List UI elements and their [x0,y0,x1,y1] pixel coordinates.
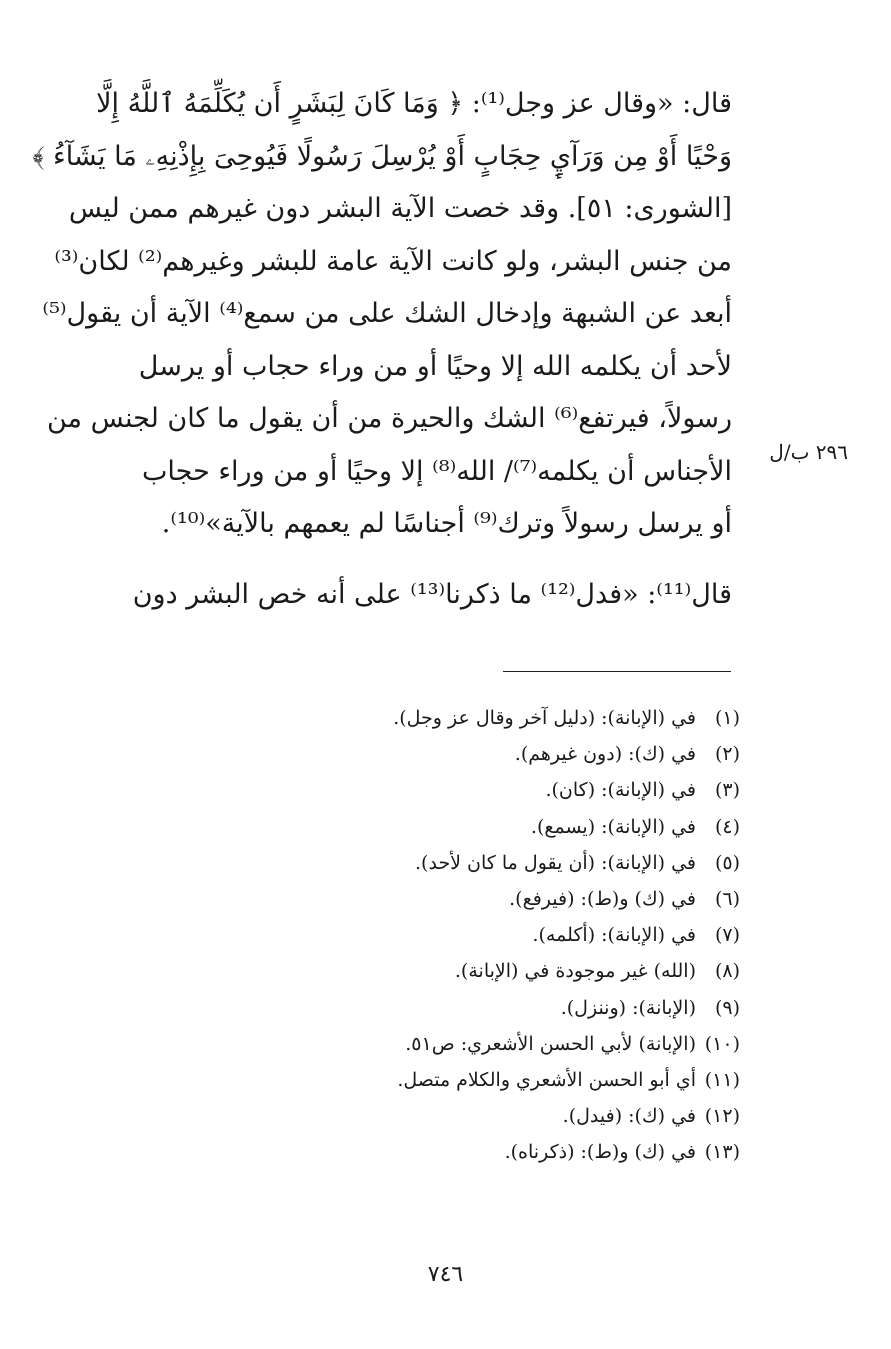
footnote-item [300,990,740,1026]
footnote-number: (١٢) [704,1105,740,1128]
footnote-item [300,1026,740,1062]
text-line-3: [الشورى: ٥١]. وقد خصت الآية البشر دون غيرهم ممن ليس [68,193,732,224]
footnote-number: (٨) [714,960,740,983]
text-line-9: أو يرسل رسولاً وترك⁽⁹⁾ أجناسًا لم يعمهم بالآية»⁽¹⁰⁾. [161,508,732,539]
footnote-text: (الإبانة): (وننزل). [560,996,696,1019]
paragraph-gap [48,551,732,569]
text-line-1: قال: «وقال عز وجل⁽¹⁾: ﴿ وَمَا كَانَ لِبَشَرٍ أَن يُكَلِّمَهُ ٱللَّهُ إِلَّا [96,88,732,119]
footnote-text: في (الإبانة): (أن يقول ما كان لأحد). [415,851,696,874]
footnote-item [300,1134,740,1170]
text-line-8: الأجناس أن يكلمه⁽⁷⁾/ الله⁽⁸⁾ إلا وحيًا أو من وراء حجاب [142,455,732,487]
footnote-item [300,1062,740,1098]
footnote-number: (٣) [714,779,740,802]
footnote-item [300,845,740,881]
footnote-number: (١٠) [704,1032,740,1055]
text-line-7: رسولاً، فيرتفع⁽⁶⁾ الشك والحيرة من أن يقول ما كان لجنس من [46,403,732,434]
text-line-5: أبعد عن الشبهة وإدخال الشك على من سمع⁽⁴⁾ الآية أن يقول⁽⁵⁾ [42,298,732,329]
footnote-text: في (الإبانة): (دليل آخر وقال عز وجل). [393,707,696,729]
footnote-item [300,881,740,917]
footnote-text: (الله) غير موجودة في (الإبانة). [454,960,696,983]
footnote-text: في (ك): (دون غيرهم). [514,743,696,766]
footnote-item [300,700,740,736]
footnote-item [300,809,740,845]
footnotes-list [300,700,740,1171]
footnote-number: (٤) [714,815,740,838]
footnote-text: (الإبانة) لأبي الحسن الأشعري: ص٥١. [405,1032,696,1055]
footnote-number: (٩) [714,996,740,1019]
footnote-number: (٢) [714,743,740,766]
footnote-number: (١) [714,707,740,729]
footnote-number: (١١) [704,1069,740,1092]
footnote-number: (٧) [714,924,740,947]
footnote-item [300,1098,740,1134]
footnote-text: في (ك) و(ط): (ذكرناه). [504,1141,696,1164]
footnote-number: (١٣) [704,1141,740,1164]
main-text-body [32,78,732,621]
footnote-item [300,736,740,772]
footnote-text: في (ك): (فيدل). [562,1105,696,1128]
text-line-10: قال⁽¹¹⁾: «فدل⁽¹²⁾ ما ذكرنا⁽¹³⁾ على أنه خص البشر دون [132,578,732,610]
footnote-number: (٥) [714,851,740,874]
footnote-text: أي أبو الحسن الأشعري والكلام متصل. [397,1069,696,1092]
margin-manuscript-reference: ٢٩٦ ب/ل [769,440,848,464]
footnote-text: في (ك) و(ط): (فيرفع). [509,888,696,911]
page-number: ٧٤٦ [427,1262,464,1287]
footnote-separator [503,671,731,672]
footnote-item [300,917,740,953]
footnote-number: (٦) [714,888,740,911]
footnote-text: في (الإبانة): (يسمع). [530,815,696,838]
footnote-text: في (الإبانة): (كان). [545,779,696,802]
footnote-item [300,953,740,989]
footnote-item [300,772,740,808]
text-line-4: من جنس البشر، ولو كانت الآية عامة للبشر وغيرهم⁽²⁾ لكان⁽³⁾ [54,245,732,277]
footnote-text: في (الإبانة): (أكلمه). [532,924,696,947]
text-line-6: لأحد أن يكلمه الله إلا وحيًا أو من وراء حجاب أو يرسل [138,350,732,382]
text-line-2: وَحْيًا أَوْ مِن وَرَآيِٕ حِجَابٍ أَوْ يُرْسِلَ رَسُولًا فَيُوحِىَ بِإِذْنِهِۦ مَا يَشَآءُ ﴾ [32,140,732,172]
